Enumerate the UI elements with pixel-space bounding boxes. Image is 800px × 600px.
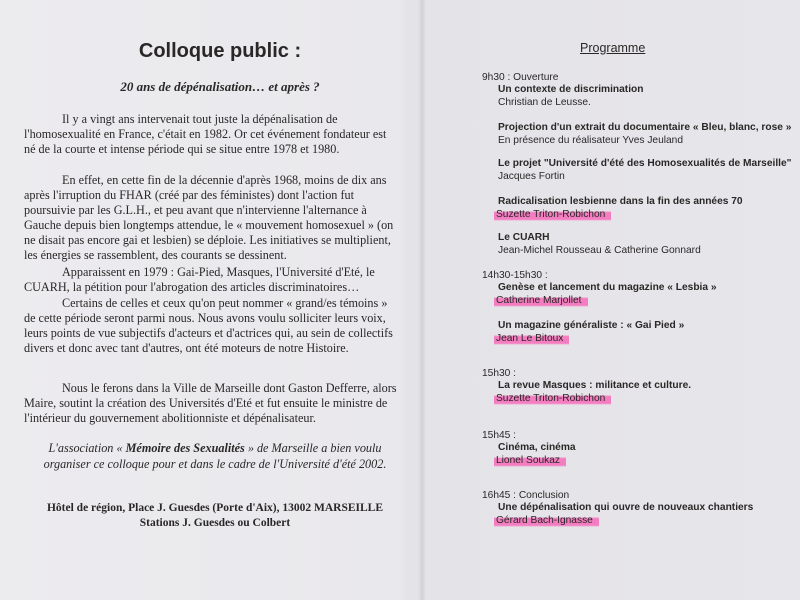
programme-item — [498, 122, 798, 147]
intro-paragraph-5: Nous le ferons dans la Ville de Marseille dont Gaston Defferre, alors Maire, soutint la création des Universités d'Eté et fut ensuite le ministre de l'intérieur du gouvernement abolitionniste et dépénalisateur. — [24, 381, 397, 425]
programme-item — [498, 320, 798, 345]
association-suffix: » de Marseille a bien voulu organiser ce colloque pour et dans le cadre de l'Université d'été 2002. — [43, 441, 387, 471]
programme-item — [498, 442, 798, 467]
session-title: Cinéma, cinéma — [498, 442, 576, 453]
session-title: La revue Masques : militance et culture. — [498, 380, 692, 391]
session-title: Genèse et lancement du magazine « Lesbia » — [498, 282, 717, 293]
speaker: Christian de Leusse. — [498, 96, 591, 108]
programme-item — [498, 232, 798, 257]
intro-paragraph-3: Apparaissent en 1979 : Gai-Pied, Masques, l'Université d'Eté, le CUARH, la pétition pour l'abrogation des articles discriminatoires… — [24, 265, 375, 294]
session-title: Un contexte de discrimination — [498, 84, 644, 95]
programme-item — [498, 158, 798, 183]
time-label: 9h30 : Ouverture — [482, 72, 559, 83]
association-note — [30, 440, 400, 472]
speaker-highlighted: Lionel Soukaz — [494, 455, 566, 468]
speaker: En présence du réalisateur Yves Jeuland — [498, 134, 684, 146]
session-title: Le CUARH — [498, 232, 550, 243]
association-name: Mémoire des Sexualités — [125, 441, 245, 455]
address-line: Hôtel de région, Place J. Guesdes (Porte d'Aix), 13002 MARSEILLE — [46, 502, 384, 514]
time-label: 16h45 : Conclusion — [482, 490, 570, 501]
session-title: Projection d'un extrait du documentaire « Bleu, blanc, rose » — [498, 122, 792, 133]
time-label: 15h30 : — [482, 368, 516, 379]
programme-item — [498, 84, 798, 109]
speaker-highlighted: Suzette Triton-Robichon — [494, 209, 611, 222]
speaker-highlighted: Gérard Bach-Ignasse — [494, 515, 599, 528]
programme-item — [498, 502, 798, 527]
association-prefix: L'association « — [48, 441, 126, 455]
venue-address — [30, 501, 400, 531]
time-label: 14h30-15h30 : — [482, 270, 548, 281]
speaker: Jacques Fortin — [498, 170, 565, 182]
session-title: Radicalisation lesbienne dans la fin des années 70 — [498, 196, 743, 207]
page-subtitle: 20 ans de dépénalisation… et après ? — [120, 79, 320, 94]
session-title: Un magazine généraliste : « Gai Pied » — [498, 320, 685, 331]
transit-line: Stations J. Guesdes ou Colbert — [139, 517, 291, 529]
intro-paragraph-1: Il y a vingt ans intervenait tout juste la dépénalisation de l'homosexualité en France, c'était en 1982. Or cet événement fondateur est né de la courte et intense période qui se situe entre 1978 et 1980. — [24, 112, 387, 156]
programme-title: Programme — [580, 41, 646, 55]
speaker-highlighted: Jean Le Bitoux — [494, 333, 569, 346]
session-title: Le projet "Université d'été des Homosexualités de Marseille" — [498, 158, 792, 169]
page-title: Colloque public : — [138, 40, 302, 62]
speaker-highlighted: Suzette Triton-Robichon — [494, 393, 611, 406]
programme-column — [430, 0, 800, 600]
programme-item — [498, 196, 798, 221]
programme-item — [498, 282, 798, 307]
time-label: 15h45 : — [482, 430, 516, 441]
session-title: Une dépénalisation qui ouvre de nouveaux chantiers — [498, 502, 754, 513]
speaker-highlighted: Catherine Marjollet — [494, 295, 588, 308]
speaker: Jean-Michel Rousseau & Catherine Gonnard — [498, 244, 701, 256]
intro-paragraph-2: En effet, en cette fin de la décennie d'après 1968, moins de dix ans après l'irruption du FHAR (créé par des féministes) dont l'action fut poursuivie par les G.L.H., et peu avant que n'intervienne l'alternance à Gauche depuis bien longtemps attendue, le « mouvement homosexuel » (on ne disait pas encore gai et lesbien) se déploie. Les initiatives se multiplient, les énergies se rassemblent, des courants se dessinent. — [24, 173, 394, 262]
intro-paragraph-4: Certains de celles et ceux qu'on peut nommer « grand/es témoins » de cette période seront parmi nous. Nous avons voulu solliciter leurs voix, leurs points de vue subjectifs d'acteurs et d'actrices qui, au sein de collectifs divers et donc avec tant d'autres, ont été moteurs de notre Histoire. — [24, 296, 393, 355]
programme-item — [498, 380, 798, 405]
